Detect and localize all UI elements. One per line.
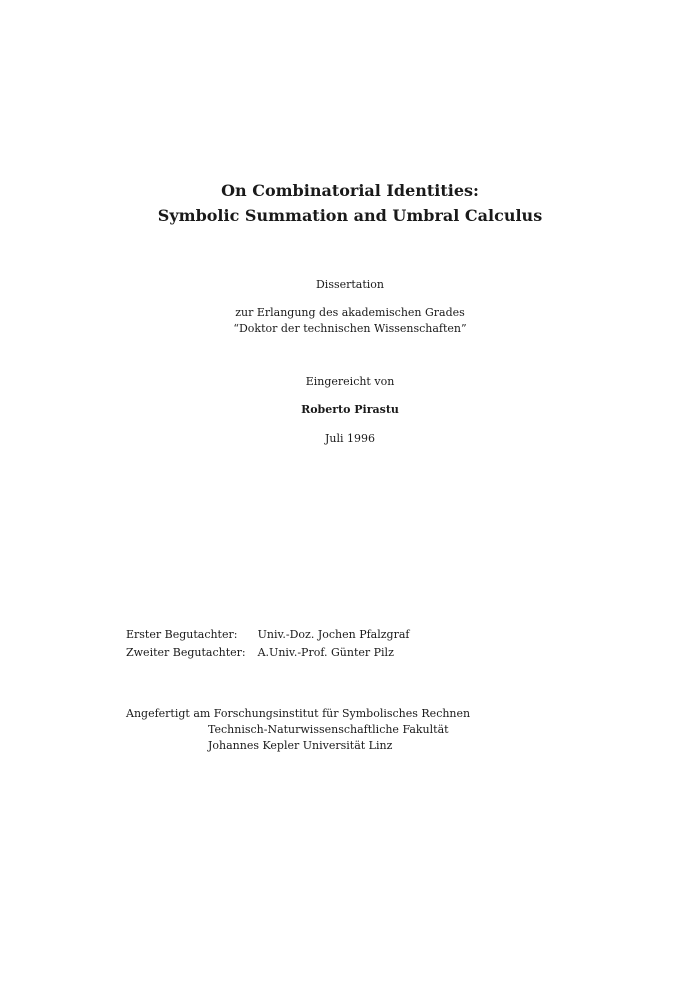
examiner-row (126, 644, 409, 662)
degree-purpose (0, 305, 700, 337)
examiner-name: A.Univ.-Prof. Günter Pilz (257, 646, 394, 659)
examiner-role: Erster Begutachter: (126, 628, 238, 641)
submitted-by-label: Eingereicht von (305, 375, 395, 388)
thesis-title (0, 178, 700, 228)
submission-date: Juli 1996 (324, 432, 376, 445)
purpose-line-1: zur Erlangung des akademischen Grades (235, 306, 465, 319)
affiliation-line-1: Angefertigt am Forschungsinstitut für Symbolisches Rechnen (126, 707, 471, 720)
title-line-2: Symbolic Summation and Umbral Calculus (157, 206, 543, 225)
title-line-1: On Combinatorial Identities: (221, 181, 479, 200)
affiliation-block (126, 706, 470, 754)
examiner-role: Zweiter Begutachter: (126, 646, 246, 659)
affiliation-line-2: Technisch-Naturwissenschaftliche Fakultät (208, 723, 449, 736)
dissertation-label: Dissertation (315, 278, 385, 291)
author-name: Roberto Pirastu (301, 403, 399, 416)
affiliation-line-3: Johannes Kepler Universität Linz (208, 739, 393, 752)
examiner-row (126, 626, 409, 644)
purpose-line-2: “Doktor der technischen Wissenschaften” (233, 322, 467, 335)
examiner-name: Univ.-Doz. Jochen Pfalzgraf (257, 628, 410, 641)
examiners-table (126, 626, 409, 662)
